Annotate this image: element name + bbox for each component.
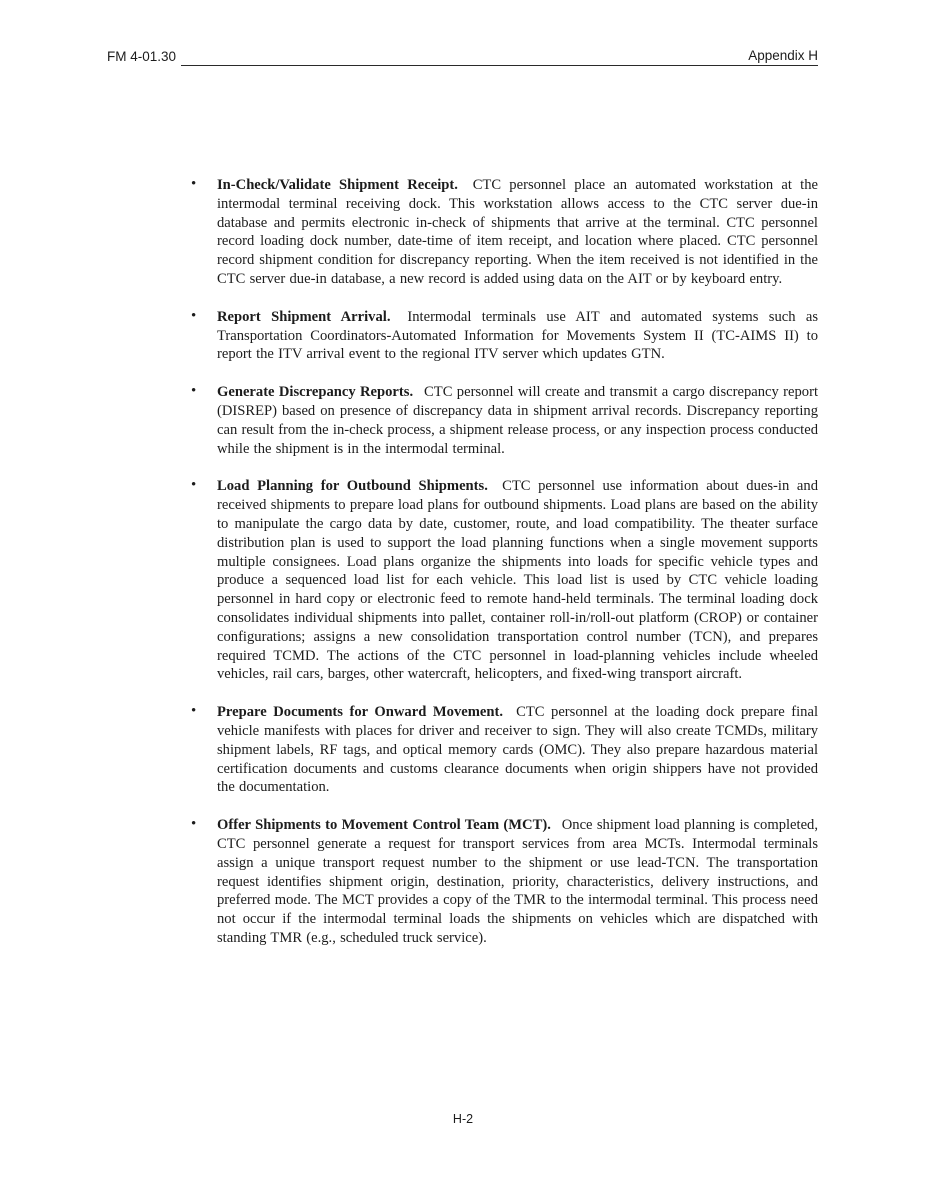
list-item: [190, 308, 818, 364]
body-content: [190, 176, 818, 967]
bullet-body: Once shipment load planning is completed, CTC personnel generate a request for transport services from area MCTs. Intermodal terminals assign a unique transport request number to the shipment or use lead-TCN. The transportation request identifies shipment origin, destination, priority, characteristics, delivery instructions, and preferred mode. The MCT provides a copy of the TMR to the intermodal terminal. This process need not occur if the intermodal terminal loads the shipments on vehicles which are dispatched with standing TMR (e.g., scheduled truck service).: [217, 817, 818, 946]
page-footer: [0, 1112, 926, 1126]
list-item: [190, 477, 818, 684]
bullet-icon: •: [191, 383, 197, 400]
list-item: [190, 383, 818, 458]
page-number: H-2: [452, 1112, 474, 1126]
bullet-body: Intermodal terminals use AIT and automated systems such as Transportation Coordinators-Automated Information for Movements System II (TC-AIMS II) to report the ITV arrival event to the regional ITV server which updates GTN.: [217, 308, 818, 363]
doc-number: FM 4-01.30: [107, 49, 177, 64]
bullet-icon: •: [191, 703, 197, 720]
bullet-body: CTC personnel will create and transmit a cargo discrepancy report (DISREP) based on presence of discrepancy data in shipment arrival records. Discrepancy reporting can result from the in-check process, a shipment release process, or any inspection process conducted while the shipment is in the intermodal terminal.: [217, 384, 819, 457]
list-item: [190, 176, 818, 289]
appendix-label: Appendix H: [748, 48, 818, 63]
bullet-paragraph: [217, 703, 818, 797]
bullet-body: CTC personnel at the loading dock prepare final vehicle manifests with places for driver and receiver to sign. They will also create TCMDs, military shipment labels, RF tags, and optical memory cards (OMC). They also prepare hazardous material certification documents and customs clearance documents when origin shippers have not provided the documentation.: [217, 704, 819, 796]
list-item: [190, 816, 818, 948]
bullet-body: CTC personnel place an automated workstation at the intermodal terminal receiving dock. This workstation allows access to the CTC server due-in database and permits electronic in-check of shipments that arrive at the terminal. CTC personnel record loading dock number, date-time of item receipt, and location where placed. CTC personnel record shipment condition for discrepancy reporting. When the item received is not identified in the CTC server due-in database, a new record is added using data on the AIT or by keyboard entry.: [217, 177, 819, 287]
bullet-body: CTC personnel use information about dues-in and received shipments to prepare load plans for outbound shipments. Load plans are based on the ability to manipulate the cargo data by date, customer, route, and load compatibility. The theater surface distribution plan is used to support the load planning functions when a single movement supports multiple consignees. Load plans organize the shipments into loads for specific vehicle types and produce a sequenced load list for each vehicle. This load list is used by CTC vehicle loading personnel in hard copy or electronic feed to remote hand-held terminals. The terminal loading dock consolidates individual shipments into pallet, container roll-in/roll-out platform (CROP) or container configurations; assigns a new consolidation transportation control number (TCN), and prepares required TCMD. The actions of the CTC personnel in load-planning vehicles include wheeled vehicles, rail cars, barges, other watercraft, helicopters, and fixed-wing transport aircraft.: [217, 478, 818, 683]
header-rule: [181, 48, 818, 66]
bullet-heading: Generate Discrepancy Reports.: [217, 384, 414, 401]
list-item: [190, 703, 818, 797]
bullet-paragraph: [217, 308, 818, 364]
bullet-heading: Offer Shipments to Movement Control Team (MCT).: [217, 817, 551, 834]
bullet-heading: Report Shipment Arrival.: [217, 308, 391, 325]
page-header: [107, 48, 818, 66]
bullet-heading: Load Planning for Outbound Shipments.: [217, 478, 488, 495]
bullet-list: [190, 176, 818, 948]
bullet-paragraph: [217, 176, 818, 289]
bullet-heading: In-Check/Validate Shipment Receipt.: [217, 177, 458, 193]
bullet-icon: •: [191, 816, 197, 833]
bullet-paragraph: [217, 477, 818, 684]
bullet-icon: •: [191, 307, 197, 324]
bullet-heading: Prepare Documents for Onward Movement.: [217, 704, 503, 721]
bullet-icon: •: [191, 176, 197, 192]
bullet-paragraph: [217, 383, 818, 458]
bullet-paragraph: [217, 816, 818, 948]
bullet-icon: •: [191, 477, 197, 494]
